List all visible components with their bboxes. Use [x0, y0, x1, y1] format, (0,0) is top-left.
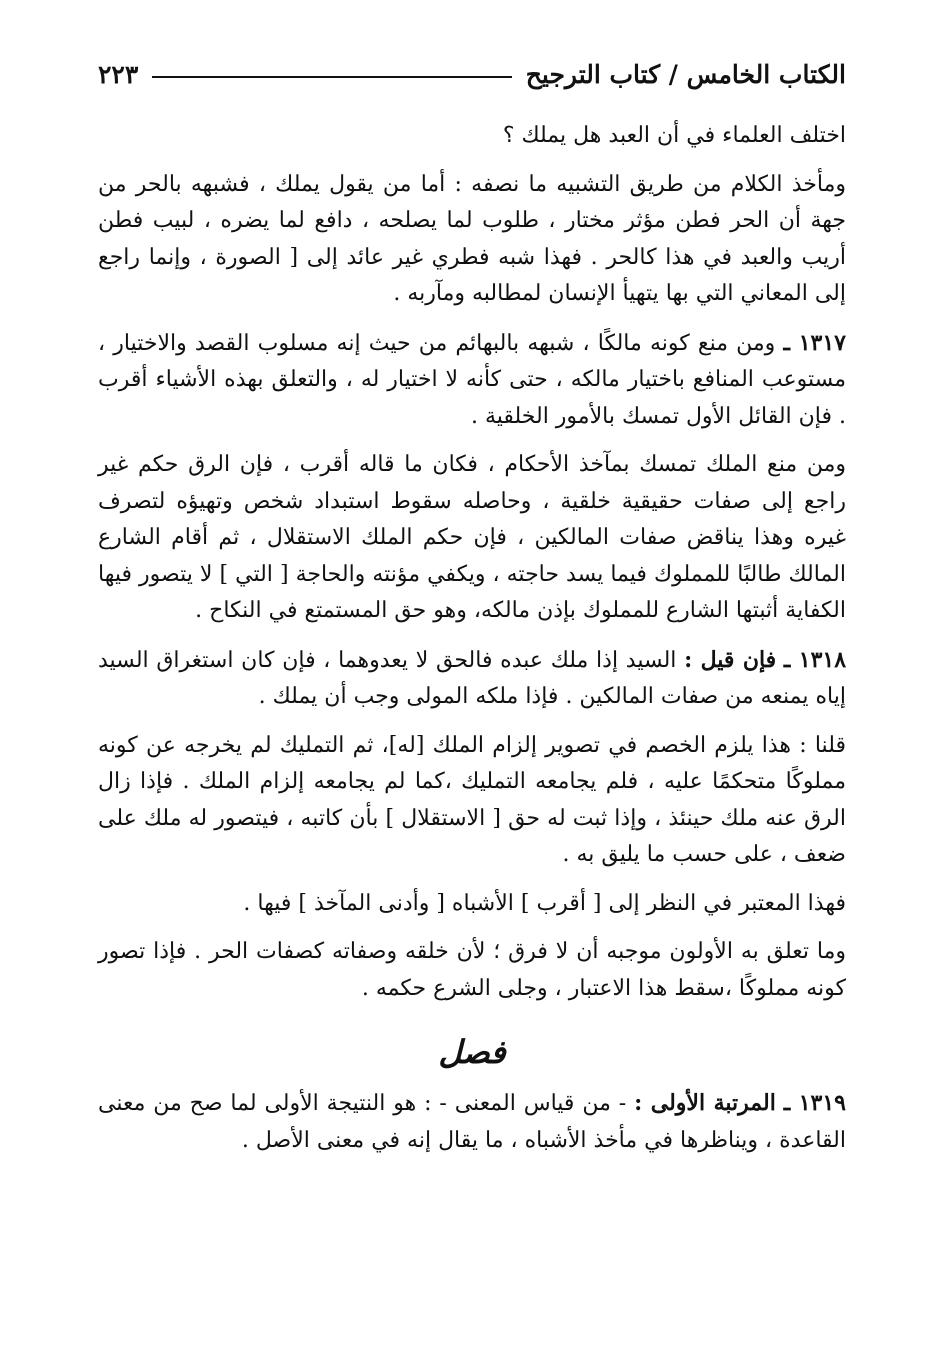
paragraph-text: قلنا : هذا يلزم الخصم في تصوير إلزام الملك [له]، ثم التمليك لم يخرجه عن كونه مملوكًا متحكمًا عليه ، فلم يجامعه التمليك ،كما لم يجامعه إلزام الملك . فإذا زال الرق عنه ملك حينئذ ، وإذا ثبت له حق [ الاستقلال ] بأن كاتبه ، فيتصور له ملك على ضعف ، على حسب ما يليق به .	[98, 732, 846, 867]
paragraph-1319	[98, 1085, 846, 1159]
paragraph-1318	[98, 642, 846, 716]
paragraph-text: فهذا المعتبر في النظر إلى [ أقرب ] الأشباه [ وأدنى المآخذ ] فيها .	[243, 890, 846, 916]
page-header	[98, 48, 846, 100]
paragraph-8	[98, 934, 846, 1007]
paragraph-1317	[98, 325, 846, 436]
paragraph-text: - من قياس المعنى - : هو النتيجة الأولى لما صح من معنى القاعدة ، ويناظرها في مأخذ الأشباه ، ما يقال إنه في معنى الأصل .	[98, 1091, 846, 1153]
paragraph-number: ١٣١٨ ـ	[783, 646, 847, 673]
paragraph-text: ومأخذ الكلام من طريق التشبيه ما نصفه : أما من يقول يملك ، فشبهه بالحر من جهة أن الحر فطن مؤثر مختار ، طلوب لما يصلحه ، دافع لما يضره ، لبيب فطن أريب والعبد في هذا كالحر . فهذا شبه فطري غير عائد إلى [ الصورة ، وإنما راجع إلى المعاني التي بها يتهيأ الإنسان لمطالبه ومآربه .	[98, 171, 847, 306]
paragraph-2	[98, 167, 846, 313]
paragraph-text: ومن منع الملك تمسك بمآخذ الأحكام ، فكان ما قاله أقرب ، فإن الرق حكم غير راجع إلى صفات حقيقية خلقية ، وحاصله سقوط استبداد شخص وتهيؤه لتصرف غيره وهذا يناقض صفات المالكين ، فإن حكم الملك الاستقلال ، ثم أقام الشارع المالك طالبًا للمملوك فيما يسد حاجته ، ويكفي مؤنته والحاجة [ التي ] لا يتصور فيها الكفاية أثبتها الشارع للمملوك بإذن مالكه، وهو حق المستمتع في النكاح .	[98, 452, 846, 623]
paragraph-text: ومن منع كونه مالكًا ، شبهه بالبهائم من حيث إنه مسلوب القصد والاختيار ، مستوعب المنافع باختيار مالكه ، حتى كأنه لا اختيار له ، والتعلق بهذه الأشياء أقرب . فإن القائل الأول تمسك بالأمور الخلقية .	[98, 330, 846, 429]
paragraph-4	[98, 447, 846, 630]
paragraph-text: السيد إذا ملك عبده فالحق لا يعدوهما ، فإن كان استغراق السيد إياه يمنعه من صفات المالكين . فإذا ملكه المولى وجب أن يملك .	[98, 647, 846, 709]
paragraph-number: ١٣١٩ ـ	[783, 1090, 846, 1116]
running-title: الكتاب الخامس / كتاب الترجيح	[525, 59, 846, 89]
paragraph-lead: المرتبة الأولى :	[634, 1090, 776, 1116]
page-number: ٢٢٣	[98, 59, 139, 89]
paragraph-text: وما تعلق به الأولون موجبه أن لا فرق ؛ لأن خلقه وصفاته كصفات الحر . فإذا تصور كونه مملوكًا ،سقط هذا الاعتبار ، وجلى الشرع حكمه .	[98, 939, 846, 1001]
paragraph-6	[98, 728, 846, 874]
section-heading: فصل	[438, 1033, 506, 1071]
paragraph-text: اختلف العلماء في أن العبد هل يملك ؟	[502, 123, 846, 148]
paragraph-7	[98, 886, 846, 923]
paragraph-lead: فإن قيل :	[684, 646, 777, 673]
paragraph-number: ١٣١٧ ـ	[783, 329, 846, 356]
header-rule	[152, 76, 511, 78]
paragraph-1	[98, 118, 846, 155]
